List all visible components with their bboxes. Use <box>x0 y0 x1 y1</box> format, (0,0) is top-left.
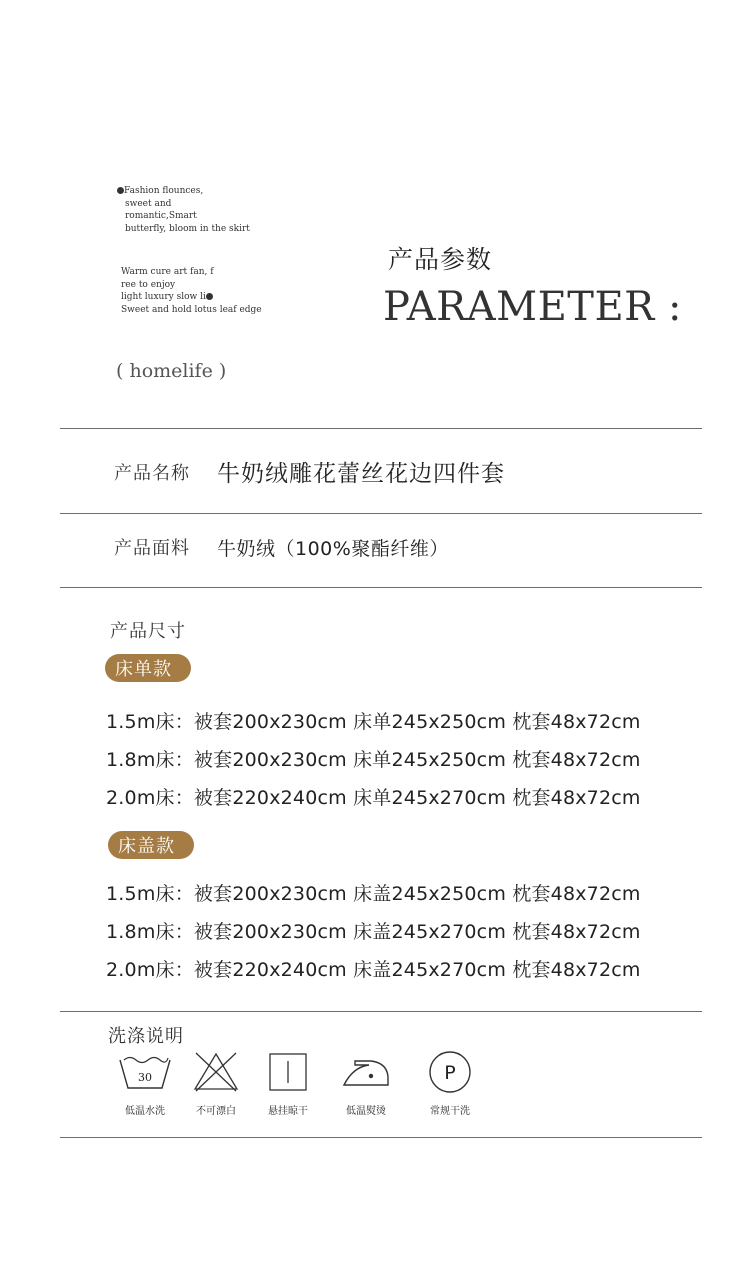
poem-line: sweet and <box>125 198 172 209</box>
divider <box>60 1011 702 1012</box>
care-item <box>253 1050 323 1117</box>
care-item-label: 低温熨烫 <box>346 1106 386 1117</box>
product-fabric-label: 产品面料 <box>114 538 190 559</box>
page-title-cn: 产品参数 <box>388 245 493 274</box>
size-row: 1.5m床：被套200x230cm 床单245x250cm 枕套48x72cm <box>106 711 641 733</box>
dry-clean-letter: P <box>444 1062 456 1084</box>
poem-line: butterfly, bloom in the skirt <box>125 223 250 234</box>
wash-30-icon <box>110 1050 180 1094</box>
no-bleach-icon <box>181 1050 251 1094</box>
size-row: 2.0m床：被套220x240cm 床盖245x270cm 枕套48x72cm <box>106 959 641 981</box>
hang-dry-icon <box>253 1050 323 1094</box>
poem-line: Warm cure art fan, f <box>121 267 214 277</box>
poem-line: Sweet and hold lotus leaf edge <box>121 304 262 315</box>
size-row: 1.8m床：被套200x230cm 床盖245x270cm 枕套48x72cm <box>106 921 641 943</box>
tagline: ( homelife ) <box>116 360 227 382</box>
care-item <box>181 1050 251 1117</box>
care-item-label: 低温水洗 <box>125 1106 165 1117</box>
divider <box>60 1137 702 1138</box>
bullet-dot-icon <box>117 187 124 194</box>
care-item-label: 不可漂白 <box>196 1106 236 1117</box>
bullet-dot-icon <box>206 293 213 300</box>
page-title-en: PARAMETER : <box>383 284 682 330</box>
product-name-value: 牛奶绒雕花蕾丝花边四件套 <box>217 461 505 487</box>
size-row: 1.5m床：被套200x230cm 床盖245x250cm 枕套48x72cm <box>106 883 641 905</box>
dry-clean-icon <box>415 1050 485 1094</box>
poem-line: ree to enjoy <box>121 279 176 290</box>
divider <box>60 587 702 588</box>
care-item <box>415 1050 485 1117</box>
care-item-label: 悬挂晾干 <box>268 1106 308 1117</box>
care-item <box>331 1050 401 1117</box>
care-label: 洗涤说明 <box>108 1026 184 1047</box>
size-tag-bedspread: 床盖款 <box>108 831 194 859</box>
poem-block-2 <box>121 266 262 316</box>
product-size-label: 产品尺寸 <box>110 621 186 642</box>
product-name-label: 产品名称 <box>114 463 190 484</box>
poem-block-1 <box>117 185 250 235</box>
care-item <box>110 1050 180 1117</box>
wash-temp-text: 30 <box>138 1071 152 1084</box>
size-row: 1.8m床：被套200x230cm 床单245x250cm 枕套48x72cm <box>106 749 641 771</box>
size-row: 2.0m床：被套220x240cm 床单245x270cm 枕套48x72cm <box>106 787 641 809</box>
poem-line: romantic,Smart <box>125 211 197 221</box>
low-iron-icon <box>331 1050 401 1094</box>
divider <box>60 513 702 514</box>
divider <box>60 428 702 429</box>
product-fabric-value: 牛奶绒（100%聚酯纤维） <box>217 538 449 560</box>
care-item-label: 常规干洗 <box>430 1106 470 1117</box>
size-tag-sheet: 床单款 <box>105 654 191 682</box>
poem-line: Fashion flounces, <box>124 186 204 196</box>
poem-line: light luxury slow li <box>121 292 206 302</box>
